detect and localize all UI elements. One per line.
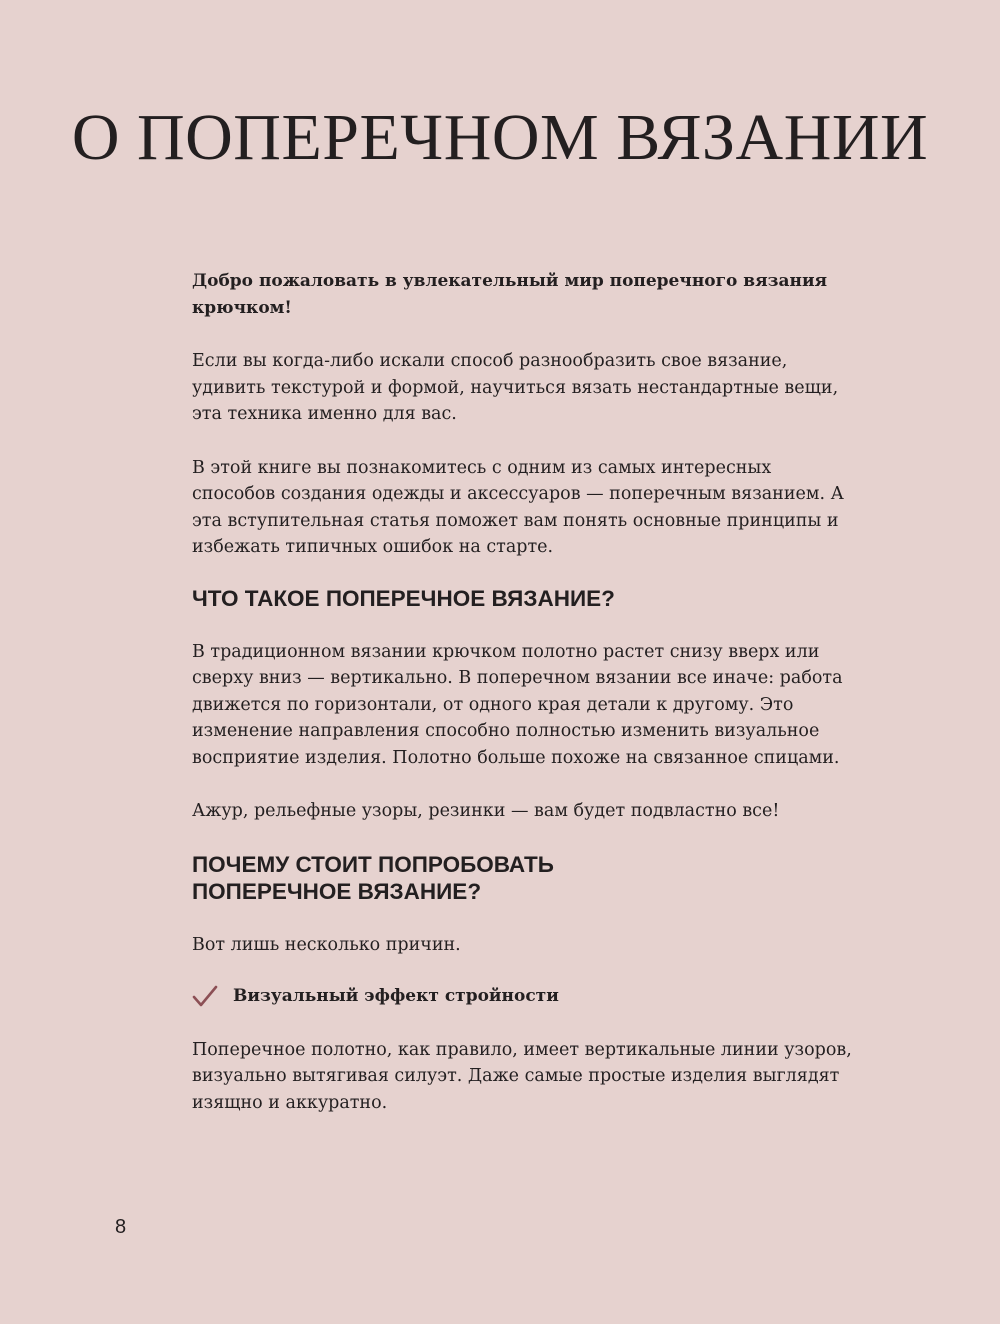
page-number: 8 <box>115 1216 127 1238</box>
intro-paragraph-2: В этой книге вы познакомитесь с одним из самых интересных способов создания одежды и аксессуаров — поперечным вязанием. А эта вступительная статья поможет вам понять основные принципы и избежать типичных ошибок на старте. <box>192 457 844 557</box>
section1-paragraph-2: Ажур, рельефные узоры, резинки — вам будет подвластно все! <box>192 801 780 821</box>
main-content <box>192 268 852 1116</box>
reason-text: Поперечное полотно, как правило, имеет вертикальные линии узоров, визуально вытягивая силуэт. Даже самые простые изделия выглядят изящно и аккуратно. <box>192 1039 852 1113</box>
page-title: О ПОПЕРЕЧНОМ ВЯЗАНИИ <box>71 101 929 174</box>
section2-lead: Вот лишь несколько причин. <box>192 934 461 955</box>
welcome-text: Добро пожаловать в увлекательный мир поперечного вязания крючком! <box>192 271 828 318</box>
reason-item <box>192 983 852 1010</box>
reason-label: Визуальный эффект стройности <box>233 986 559 1006</box>
section-heading-what-is: ЧТО ТАКОЕ ПОПЕРЕЧНОЕ ВЯЗАНИЕ? <box>192 585 615 611</box>
section-heading-why-try-line2: ПОПЕРЕЧНОЕ ВЯЗАНИЕ? <box>192 878 482 904</box>
section1-paragraph-1: В традиционном вязании крючком полотно растет снизу вверх или сверху вниз — вертикально. В поперечном вязании все иначе: работа движется по горизонтали, от одного края детали к другому. Это изменение направления способно полностью изменить визуальное восприятие изделия. Полотно больше похоже на связанное спицами. <box>192 641 843 768</box>
checkmark-icon <box>192 984 218 1008</box>
section-heading-why-try-line1: ПОЧЕМУ СТОИТ ПОПРОБОВАТЬ <box>192 851 554 877</box>
intro-paragraph-1: Если вы когда-либо искали способ разнообразить свое вязание, удивить текстурой и формой, научиться вязать нестандартные вещи, эта техника именно для вас. <box>192 351 839 424</box>
section-heading-why-try <box>192 851 852 905</box>
